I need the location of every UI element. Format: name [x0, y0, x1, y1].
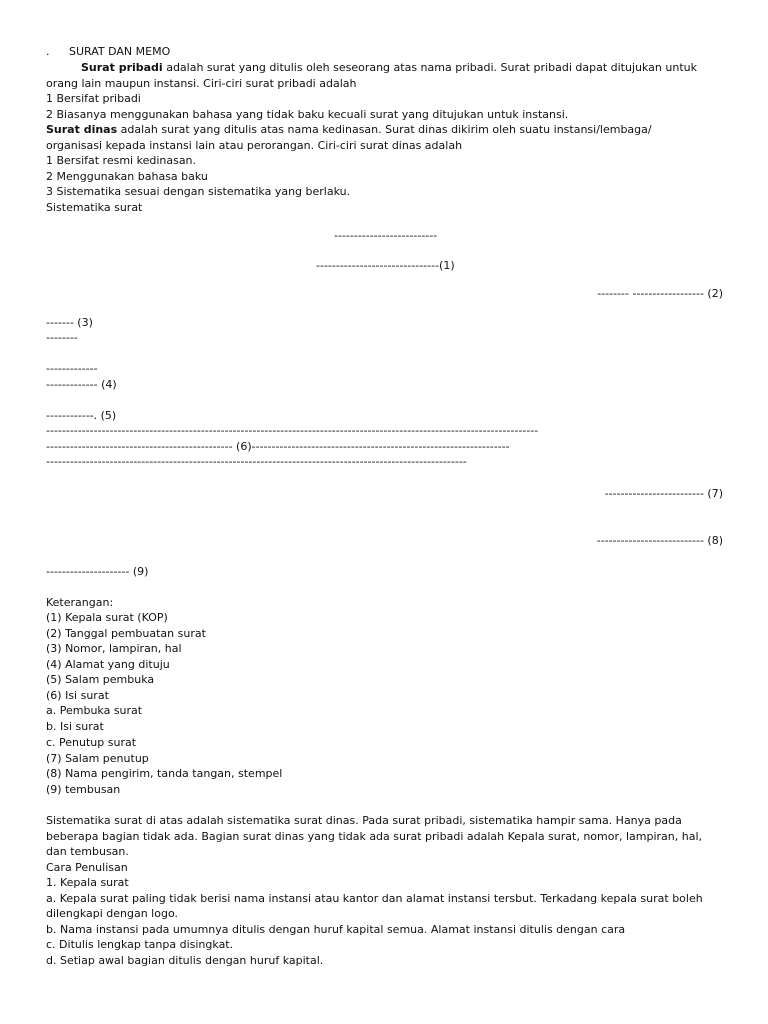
template-line: ------------. (5)	[46, 409, 117, 422]
legend-item: (3) Nomor, lampiran, hal	[46, 642, 182, 655]
paragraph-line: b. Nama instansi pada umumnya ditulis dengan huruf kapital semua. Alamat instansi ditulis dengan cara	[46, 923, 626, 936]
template-line: --------------------- (9)	[46, 565, 149, 578]
subsection-heading: 1. Kepala surat	[46, 876, 129, 889]
legend-item: (7) Salam penutup	[46, 752, 149, 765]
section-heading: Cara Penulisan	[46, 861, 128, 874]
bullet: .	[46, 45, 50, 58]
doc-title: SURAT DAN MEMO	[69, 45, 171, 58]
section-heading: Sistematika surat	[46, 201, 143, 214]
paragraph-line: dilengkapi dengan logo.	[46, 907, 178, 920]
term-surat-pribadi: Surat pribadi	[81, 61, 163, 74]
legend-item: (2) Tanggal pembuatan surat	[46, 627, 206, 640]
definition-text: adalah surat yang ditulis atas nama kedinasan. Surat dinas dikirim oleh suatu instansi/lembaga/	[117, 123, 652, 136]
template-line: -------------	[46, 362, 98, 375]
legend-item: b. Isi surat	[46, 720, 104, 733]
template-line: ------- (3)	[46, 316, 93, 329]
template-line: ------------------------- (7)	[604, 487, 723, 500]
legend-item: (5) Salam pembuka	[46, 673, 155, 686]
legend-item: (9) tembusan	[46, 783, 121, 796]
template-line: --------------------------- (8)	[596, 534, 723, 547]
template-line: -------- ------------------ (2)	[597, 287, 723, 300]
template-line: -------------------------------(1)	[316, 259, 455, 272]
paragraph-line: d. Setiap awal bagian ditulis dengan huruf kapital.	[46, 954, 324, 967]
list-item: 3 Sistematika sesuai dengan sistematika yang berlaku.	[46, 185, 351, 198]
paragraph-line: c. Ditulis lengkap tanpa disingkat.	[46, 938, 234, 951]
list-item: 2 Biasanya menggunakan bahasa yang tidak baku kecuali surat yang ditujukan untuk instansi.	[46, 108, 569, 121]
legend-item: (4) Alamat yang dituju	[46, 658, 170, 671]
legend-item: (1) Kepala surat (KOP)	[46, 611, 168, 624]
template-line: ----------------------------------------------------------------------------------------------------------	[46, 455, 467, 468]
template-line: ------------- (4)	[46, 378, 117, 391]
legend-heading: Keterangan:	[46, 596, 114, 609]
legend-item: (8) Nama pengirim, tanda tangan, stempel	[46, 767, 283, 780]
definition-text: adalah surat yang ditulis oleh seseorang atas nama pribadi. Surat pribadi dapat ditujukan untuk	[162, 61, 697, 74]
official-letter-definition	[46, 123, 652, 137]
paragraph-line: dan tembusan.	[46, 845, 129, 858]
list-item: 1 Bersifat pribadi	[46, 92, 141, 105]
legend-item: (6) Isi surat	[46, 689, 109, 702]
template-line: ----------------------------------------------------------------------------------------------------------------------------	[46, 424, 539, 437]
paragraph-line: Sistematika surat di atas adalah sistematika surat dinas. Pada surat pribadi, sistematika hampir sama. Hanya pada	[46, 814, 682, 827]
definition-continuation: orang lain maupun instansi. Ciri-ciri surat pribadi adalah	[46, 77, 357, 90]
list-item: 1 Bersifat resmi kedinasan.	[46, 154, 197, 167]
template-line: --------	[46, 331, 78, 344]
template-line: --------------------------	[334, 229, 438, 242]
legend-item: a. Pembuka surat	[46, 704, 143, 717]
legend-item: c. Penutup surat	[46, 736, 137, 749]
template-line: ----------------------------------------------- (6)-----------------------------------------------------------------	[46, 440, 510, 453]
personal-letter-definition	[81, 61, 697, 75]
list-item: 2 Menggunakan bahasa baku	[46, 170, 208, 183]
paragraph-line: a. Kepala surat paling tidak berisi nama instansi atau kantor dan alamat instansi tersbut. Terkadang kepala surat boleh	[46, 892, 703, 905]
term-surat-dinas: Surat dinas	[46, 123, 118, 136]
definition-continuation: organisasi kepada instansi lain atau perorangan. Ciri-ciri surat dinas adalah	[46, 139, 463, 152]
paragraph-line: beberapa bagian tidak ada. Bagian surat dinas yang tidak ada surat pribadi adalah Kepala surat, nomor, lampiran, hal,	[46, 830, 703, 843]
